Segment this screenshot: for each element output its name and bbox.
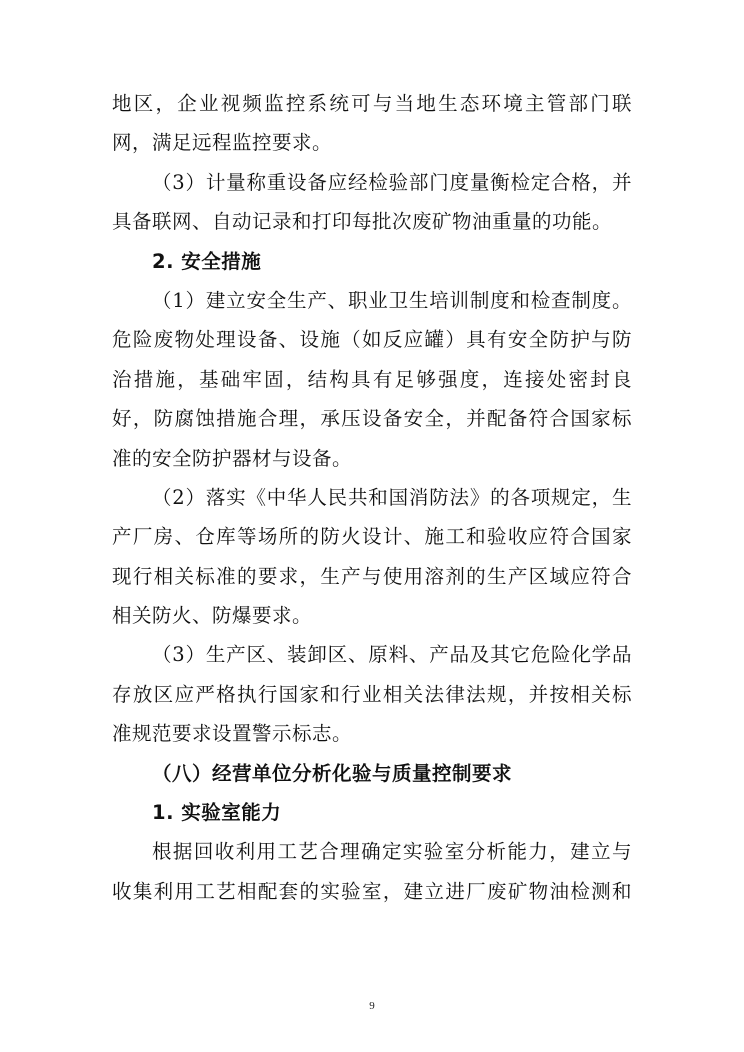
text-line: 根据回收利用工艺合理确定实验室分析能力，建立与 bbox=[152, 840, 632, 864]
text-line: 准的安全防护器材与设备。 bbox=[112, 446, 353, 470]
text-line: 治措施，基础牢固，结构具有足够强度，连接处密封良 bbox=[112, 367, 632, 391]
text-line: 准规范要求设置警示标志。 bbox=[112, 722, 353, 746]
text-line: 危险废物处理设备、设施（如反应罐）具有安全防护与防 bbox=[112, 328, 632, 352]
text-line: 好，防腐蚀措施合理，承压设备安全，并配备符合国家标 bbox=[112, 407, 632, 431]
section-heading: 2. 安全措施 bbox=[152, 249, 262, 273]
text-line: （1）建立安全生产、职业卫生培训制度和检查制度。 bbox=[152, 288, 632, 312]
body-text bbox=[112, 84, 632, 911]
text-line: 网，满足远程监控要求。 bbox=[112, 131, 333, 155]
section-heading: （八）经营单位分析化验与质量控制要求 bbox=[152, 761, 513, 785]
text-line: 存放区应严格执行国家和行业相关法律法规，并按相关标 bbox=[112, 682, 632, 706]
page-number: 9 bbox=[369, 1000, 375, 1012]
text-line: 产厂房、仓库等场所的防火设计、施工和验收应符合国家 bbox=[112, 525, 632, 549]
text-line: 收集利用工艺相配套的实验室，建立进厂废矿物油检测和 bbox=[112, 879, 632, 903]
subsection-heading: 1. 实验室能力 bbox=[152, 801, 282, 825]
text-line: 相关防火、防爆要求。 bbox=[112, 604, 313, 628]
text-line: （3）生产区、装卸区、原料、产品及其它危险化学品 bbox=[152, 643, 632, 667]
text-line: 地区，企业视频监控系统可与当地生态环境主管部门联 bbox=[112, 92, 632, 115]
text-line: 现行相关标准的要求，生产与使用溶剂的生产区域应符合 bbox=[112, 564, 632, 588]
text-line: （2）落实《中华人民共和国消防法》的各项规定，生 bbox=[152, 485, 632, 509]
text-line: （3）计量称重设备应经检验部门度量衡检定合格，并 bbox=[152, 170, 632, 194]
text-line: 具备联网、自动记录和打印每批次废矿物油重量的功能。 bbox=[112, 210, 613, 234]
